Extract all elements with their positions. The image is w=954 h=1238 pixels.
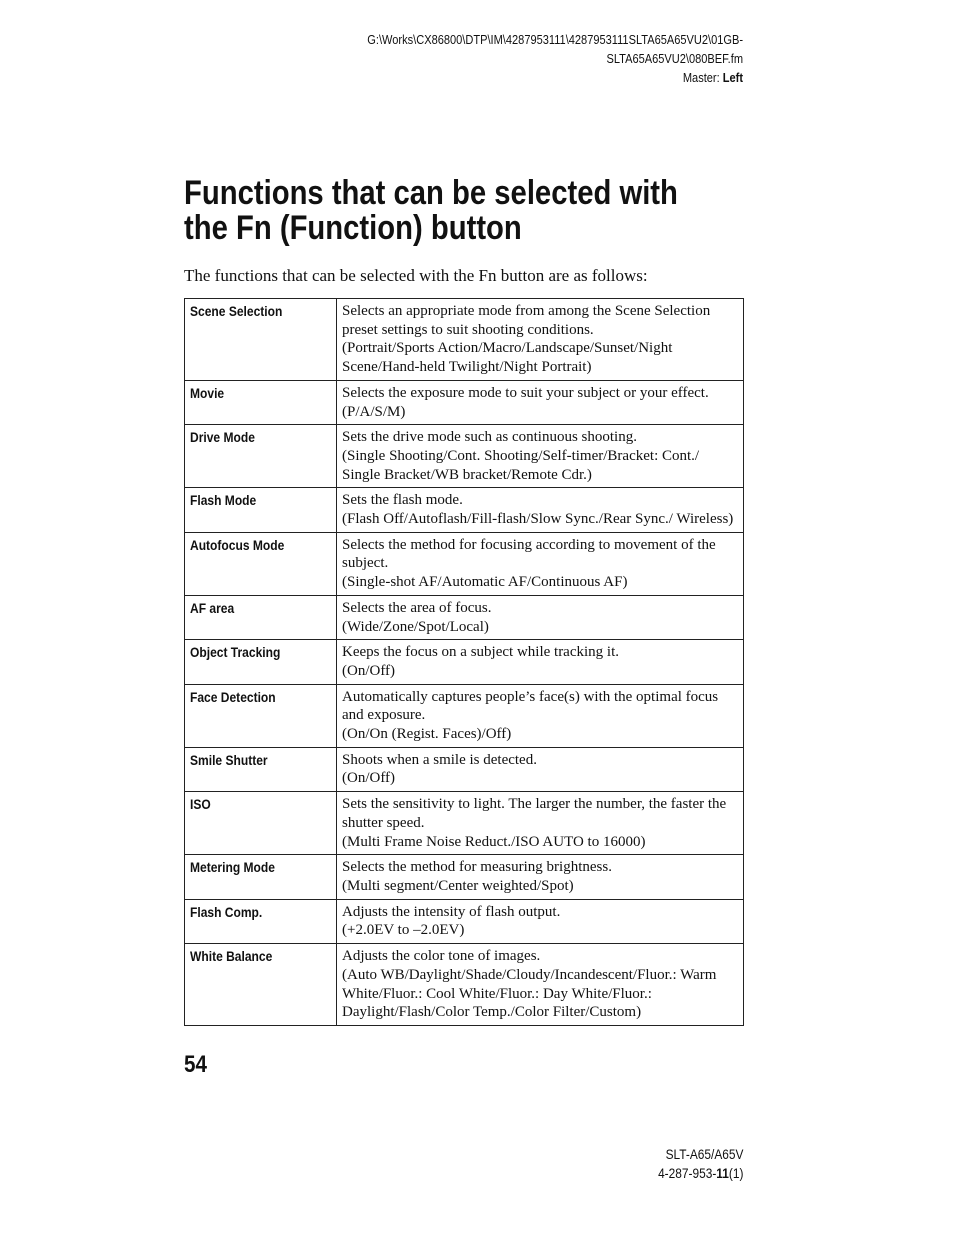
function-name: Object Tracking: [190, 644, 281, 661]
function-description-cell: [337, 488, 744, 532]
function-name: Face Detection: [190, 688, 276, 705]
model-footer: [658, 1145, 743, 1183]
function-description-cell: [337, 380, 744, 424]
function-name: Autofocus Mode: [190, 536, 285, 553]
function-row: [185, 684, 744, 747]
function-description: Shoots when a smile is detected.: [342, 751, 537, 768]
function-description-cell: [337, 944, 744, 1026]
function-name-cell: [185, 532, 337, 595]
function-description-cell: [337, 640, 744, 684]
function-row: [185, 595, 744, 639]
function-row: [185, 532, 744, 595]
function-name: Smile Shutter: [190, 751, 268, 768]
function-row: [185, 855, 744, 899]
page-title-line-2: the Fn (Function) button: [184, 209, 522, 247]
master-label: Master:: [682, 70, 723, 85]
function-row: [185, 425, 744, 488]
file-path-header: [367, 30, 743, 87]
function-description-cell: [337, 792, 744, 855]
function-description: Keeps the focus on a subject while tracking it.: [342, 644, 620, 661]
function-options: (Flash Off/Autoflash/Fill-flash/Slow Sync./Rear Sync./ Wireless): [342, 511, 734, 528]
page-title: [184, 176, 717, 246]
function-options: (Single-shot AF/Automatic AF/Continuous AF): [342, 574, 628, 591]
function-description-cell: [337, 425, 744, 488]
function-description: Sets the sensitivity to light. The larger the number, the faster the shutter speed.: [342, 796, 727, 831]
function-name: Scene Selection: [190, 303, 283, 319]
function-description-cell: [337, 684, 744, 747]
master-page-indicator: [367, 68, 743, 87]
function-row: [185, 640, 744, 684]
function-description: Adjusts the color tone of images.: [342, 948, 541, 965]
function-name-cell: [185, 944, 337, 1026]
function-description: Selects the method for measuring brightness.: [342, 859, 612, 876]
function-name: Flash Mode: [190, 492, 257, 509]
function-description-cell: [337, 747, 744, 791]
function-name-cell: [185, 380, 337, 424]
document-code: [658, 1164, 743, 1183]
function-name: White Balance: [190, 948, 273, 965]
function-options: (Multi segment/Center weighted/Spot): [342, 877, 574, 894]
function-name: Drive Mode: [190, 429, 255, 446]
function-name: Flash Comp.: [190, 903, 263, 920]
function-options: (Portrait/Sports Action/Macro/Landscape/Sunset/Night Scene/Hand-held Twilight/Night Portrait): [342, 340, 673, 376]
function-options: (On/Off): [342, 770, 396, 787]
function-row: [185, 899, 744, 943]
file-path-line-1: G:\Works\CX86800\DTP\IM\4287953111\4287953111SLTA65A65VU2\01GB-: [367, 32, 743, 47]
page-number: 54: [184, 1051, 207, 1078]
function-name-cell: [185, 299, 337, 381]
function-description: Sets the flash mode.: [342, 492, 463, 509]
function-description-cell: [337, 299, 744, 381]
function-name-cell: [185, 855, 337, 899]
intro-text: The functions that can be selected with the Fn button are as follows:: [184, 266, 648, 285]
function-row: [185, 488, 744, 532]
function-options: (P/A/S/M): [342, 403, 406, 420]
function-name-cell: [185, 488, 337, 532]
page-title-line-1: Functions that can be selected with: [184, 174, 678, 212]
function-options: (Single Shooting/Cont. Shooting/Self-timer/Bracket: Cont./ Single Bracket/WB bracket/Remote Cdr.): [342, 447, 700, 483]
function-name-cell: [185, 899, 337, 943]
function-name: Movie: [190, 384, 225, 401]
function-options: (Auto WB/Daylight/Shade/Cloudy/Incandescent/Fluor.: Warm White/Fluor.: Cool White/Fluor.: Day White/Fluor.: Daylight/Flash/Color Temp./Color Filter/Custom): [342, 966, 717, 1021]
function-row: [185, 747, 744, 791]
function-options: (+2.0EV to –2.0EV): [342, 922, 465, 939]
function-description: Automatically captures people’s face(s) with the optimal focus and exposure.: [342, 688, 719, 724]
function-description-cell: [337, 855, 744, 899]
function-table-body: [185, 299, 744, 1026]
function-options: (On/Off): [342, 662, 396, 679]
function-row: [185, 792, 744, 855]
function-description: Selects the area of focus.: [342, 599, 492, 616]
function-description: Adjusts the intensity of flash output.: [342, 903, 561, 920]
function-options: (Wide/Zone/Spot/Local): [342, 618, 489, 635]
function-description-cell: [337, 532, 744, 595]
function-table: [184, 298, 744, 1026]
function-description-cell: [337, 899, 744, 943]
function-options: (On/On (Regist. Faces)/Off): [342, 726, 512, 743]
file-path-line-2: SLTA65A65VU2\080BEF.fm: [606, 51, 743, 66]
function-name: Metering Mode: [190, 859, 275, 876]
function-row: [185, 944, 744, 1026]
function-description-cell: [337, 595, 744, 639]
function-name: AF area: [190, 599, 235, 616]
code-bold: 11: [715, 1165, 729, 1181]
function-description: Sets the drive mode such as continuous shooting.: [342, 429, 637, 446]
function-row: [185, 299, 744, 381]
function-row: [185, 380, 744, 424]
function-name-cell: [185, 792, 337, 855]
function-name: ISO: [190, 796, 211, 813]
function-description: Selects an appropriate mode from among the Scene Selection preset settings to suit shooting conditions.: [342, 303, 711, 338]
function-name-cell: [185, 425, 337, 488]
code-suffix: (1): [728, 1165, 743, 1181]
function-name-cell: [185, 640, 337, 684]
function-name-cell: [185, 595, 337, 639]
function-options: (Multi Frame Noise Reduct./ISO AUTO to 16000): [342, 833, 646, 850]
function-name-cell: [185, 684, 337, 747]
function-description: Selects the method for focusing according to movement of the subject.: [342, 536, 716, 572]
function-description: Selects the exposure mode to suit your subject or your effect.: [342, 384, 709, 401]
function-name-cell: [185, 747, 337, 791]
master-value: Left: [722, 70, 743, 85]
code-prefix: 4-287-953-: [657, 1165, 716, 1181]
model-name: SLT-A65/A65V: [665, 1146, 743, 1162]
